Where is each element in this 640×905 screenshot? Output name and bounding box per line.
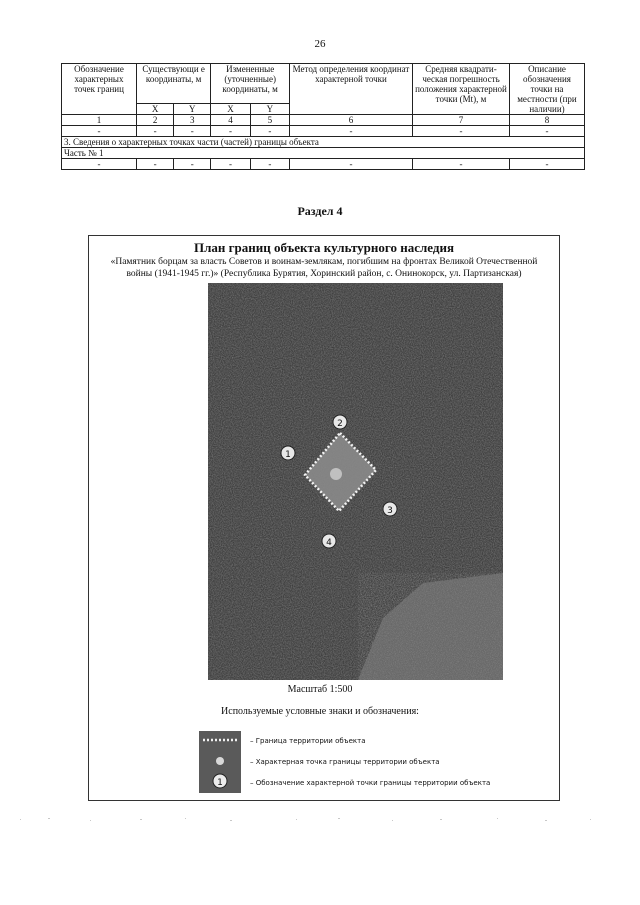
col-num: 2 <box>137 115 174 126</box>
point-3 <box>383 502 397 516</box>
plan-title: План границ объекта культурного наследия <box>194 240 454 255</box>
table-cell: - <box>137 126 174 137</box>
sub-y1: Y <box>174 104 211 115</box>
satellite-map <box>208 283 503 680</box>
header-existing-coords: Существующи е координаты, м <box>137 64 211 104</box>
table-cell: - <box>510 126 585 137</box>
header-designation: Обозначение характерных точек границ <box>62 64 137 115</box>
legend-title: Используемые условные знаки и обозначения: <box>221 706 419 717</box>
table-cell: - <box>290 159 413 170</box>
col-num: 8 <box>510 115 585 126</box>
table-cell: - <box>250 126 289 137</box>
table-cell: - <box>174 126 211 137</box>
point-2 <box>333 415 347 429</box>
map-image <box>208 283 503 680</box>
legend-symbols <box>199 731 241 793</box>
plan-subtitle: «Памятник борцам за власть Советов и воинам-землякам, погибшим на фронтах Великой Отечественной войны (1941-1945 гг.)» (Республика Бурятия, Хоринский район, с. Онинокорск, ул. Партизанская) <box>110 257 538 279</box>
table-cell: - <box>413 126 510 137</box>
sub-y2: Y <box>250 104 289 115</box>
point-1 <box>281 446 295 460</box>
header-description: Описание обозначения точки на местности (при наличии) <box>510 64 585 115</box>
svg-text:3: 3 <box>387 506 393 516</box>
sub-x1: X <box>137 104 174 115</box>
col-num: 4 <box>211 115 250 126</box>
sub-x2: X <box>211 104 250 115</box>
table-cell: - <box>211 126 250 137</box>
table-cell: - <box>413 159 510 170</box>
legend-item-point: – Характерная точка границы территории объекта <box>250 758 440 766</box>
table-cell: - <box>510 159 585 170</box>
legend-point-symbol <box>216 757 224 765</box>
section-title: Раздел 4 <box>297 204 343 218</box>
legend-item-boundary: – Граница территории объекта <box>250 737 366 745</box>
map-scale: Масштаб 1:500 <box>287 684 353 695</box>
table-cell: - <box>62 159 137 170</box>
legend-item-label: – Обозначение характерной точки границы территории объекта <box>250 779 491 787</box>
table-cell: - <box>137 159 174 170</box>
part-row: Часть № 1 <box>62 148 585 159</box>
table-cell: - <box>62 126 137 137</box>
table-cell: - <box>211 159 250 170</box>
header-error: Средняя квадрати- ческая погрешность положения характерной точки (Mt), м <box>413 64 510 115</box>
scan-noise <box>0 813 640 829</box>
point-4 <box>322 534 336 548</box>
col-num: 3 <box>174 115 211 126</box>
svg-text:4: 4 <box>326 538 332 548</box>
svg-text:1: 1 <box>217 778 223 788</box>
table-cell: - <box>174 159 211 170</box>
svg-text:1: 1 <box>285 450 291 460</box>
table-cell: - <box>250 159 289 170</box>
page-number: 26 <box>314 38 326 50</box>
col-num: 1 <box>62 115 137 126</box>
col-num: 7 <box>413 115 510 126</box>
coordinates-table <box>61 63 585 170</box>
svg-text:2: 2 <box>337 419 343 429</box>
table-cell: - <box>290 126 413 137</box>
col-num: 5 <box>250 115 289 126</box>
col-num: 6 <box>290 115 413 126</box>
header-method: Метод определения координат характерной точки <box>290 64 413 115</box>
legend-swatch <box>199 731 241 793</box>
section-row: 3. Сведения о характерных точках части (частей) границы объекта <box>62 137 585 148</box>
header-changed-coords: Измененные (уточненные) координаты, м <box>211 64 290 104</box>
